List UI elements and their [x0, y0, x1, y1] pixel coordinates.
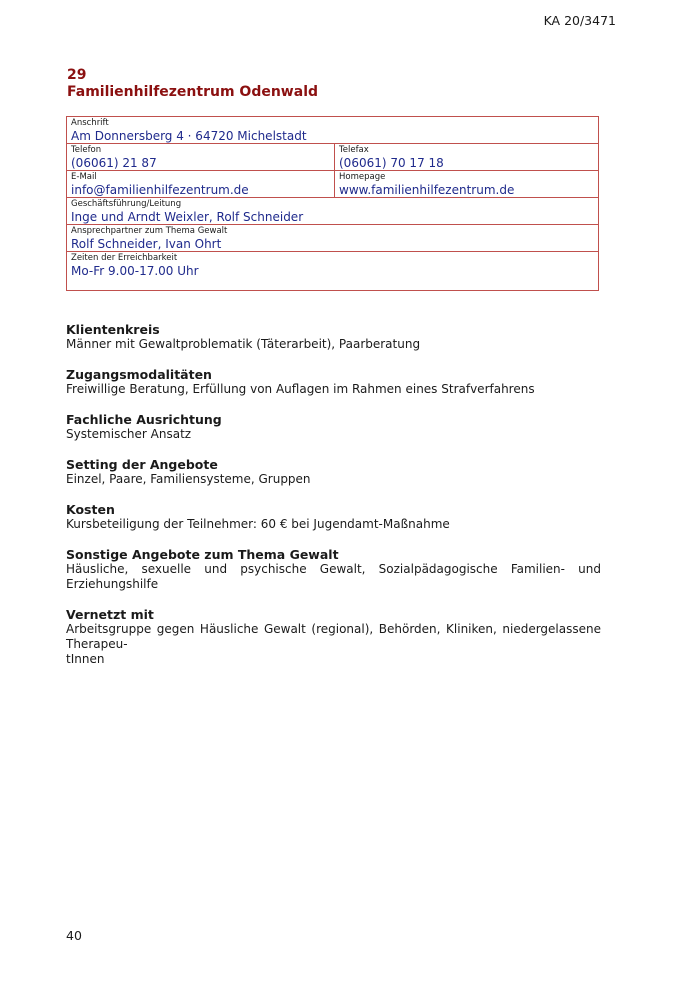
hours-value: Mo-Fr 9.00-17.00 Uhr	[71, 264, 199, 278]
entry-sections	[66, 322, 601, 682]
contact-cell	[67, 225, 598, 251]
fax-value: (06061) 70 17 18	[339, 156, 444, 170]
contact-row	[67, 225, 598, 252]
contact-info-box	[66, 116, 599, 291]
management-label: Geschäftsführung/Leitung	[71, 199, 182, 209]
phone-value: (06061) 21 87	[71, 156, 157, 170]
contact-value: Rolf Schneider, Ivan Ohrt	[71, 237, 222, 251]
section-network	[66, 607, 601, 667]
address-value: Am Donnersberg 4 · 64720 Michelstadt	[71, 129, 307, 143]
contact-label: Ansprechpartner zum Thema Gewalt	[71, 226, 228, 236]
access-title: Zugangsmodalitäten	[66, 367, 212, 382]
email-cell	[67, 171, 334, 197]
other-offers-text: Häusliche, sexuelle und psychische Gewalt, Sozialpädagogische Familien- und Erziehungshilfe	[66, 562, 601, 591]
fax-cell	[334, 144, 598, 170]
phone-label: Telefon	[71, 145, 102, 155]
network-text-line-2: tInnen	[66, 652, 105, 666]
section-orientation	[66, 412, 601, 442]
orientation-text: Systemischer Ansatz	[66, 427, 192, 441]
costs-title: Kosten	[66, 502, 115, 517]
network-text	[66, 622, 601, 667]
address-label: Anschrift	[71, 118, 109, 128]
entry-number: 29	[67, 67, 87, 83]
hours-label: Zeiten der Erreichbarkeit	[71, 253, 178, 263]
hours-cell	[67, 252, 598, 290]
address-cell	[67, 117, 598, 143]
section-access	[66, 367, 601, 397]
management-cell	[67, 198, 598, 224]
costs-text: Kursbeteiligung der Teilnehmer: 60 € bei Jugendamt-Maßnahme	[66, 517, 450, 531]
homepage-cell	[334, 171, 598, 197]
network-title: Vernetzt mit	[66, 607, 154, 622]
document-reference: KA 20/3471	[543, 13, 616, 28]
page-number: 40	[66, 928, 82, 943]
email-value[interactable]: info@familienhilfezentrum.de	[71, 183, 249, 197]
section-costs	[66, 502, 601, 532]
setting-text: Einzel, Paare, Familiensysteme, Gruppen	[66, 472, 311, 486]
homepage-label: Homepage	[339, 172, 386, 182]
email-homepage-row	[67, 171, 598, 198]
homepage-value[interactable]: www.familienhilfezentrum.de	[339, 183, 515, 197]
clients-text: Männer mit Gewaltproblematik (Täterarbeit), Paarberatung	[66, 337, 421, 351]
section-setting	[66, 457, 601, 487]
access-text: Freiwillige Beratung, Erfüllung von Auflagen im Rahmen eines Strafverfahrens	[66, 382, 535, 396]
phone-cell	[67, 144, 334, 170]
section-clients	[66, 322, 601, 352]
management-value: Inge und Arndt Weixler, Rolf Schneider	[71, 210, 304, 224]
network-text-line-1: Arbeitsgruppe gegen Häusliche Gewalt (regional), Behörden, Kliniken, niedergelassene Therapeu-	[66, 622, 601, 651]
entry-name: Familienhilfezentrum Odenwald	[67, 84, 319, 100]
clients-title: Klientenkreis	[66, 322, 160, 337]
hours-row	[67, 252, 598, 290]
orientation-title: Fachliche Ausrichtung	[66, 412, 222, 427]
entry-heading	[67, 67, 318, 101]
email-label: E-Mail	[71, 172, 97, 182]
address-row	[67, 117, 598, 144]
management-row	[67, 198, 598, 225]
section-other-offers	[66, 547, 601, 592]
phone-fax-row	[67, 144, 598, 171]
setting-title: Setting der Angebote	[66, 457, 218, 472]
fax-label: Telefax	[339, 145, 369, 155]
other-offers-title: Sonstige Angebote zum Thema Gewalt	[66, 547, 339, 562]
